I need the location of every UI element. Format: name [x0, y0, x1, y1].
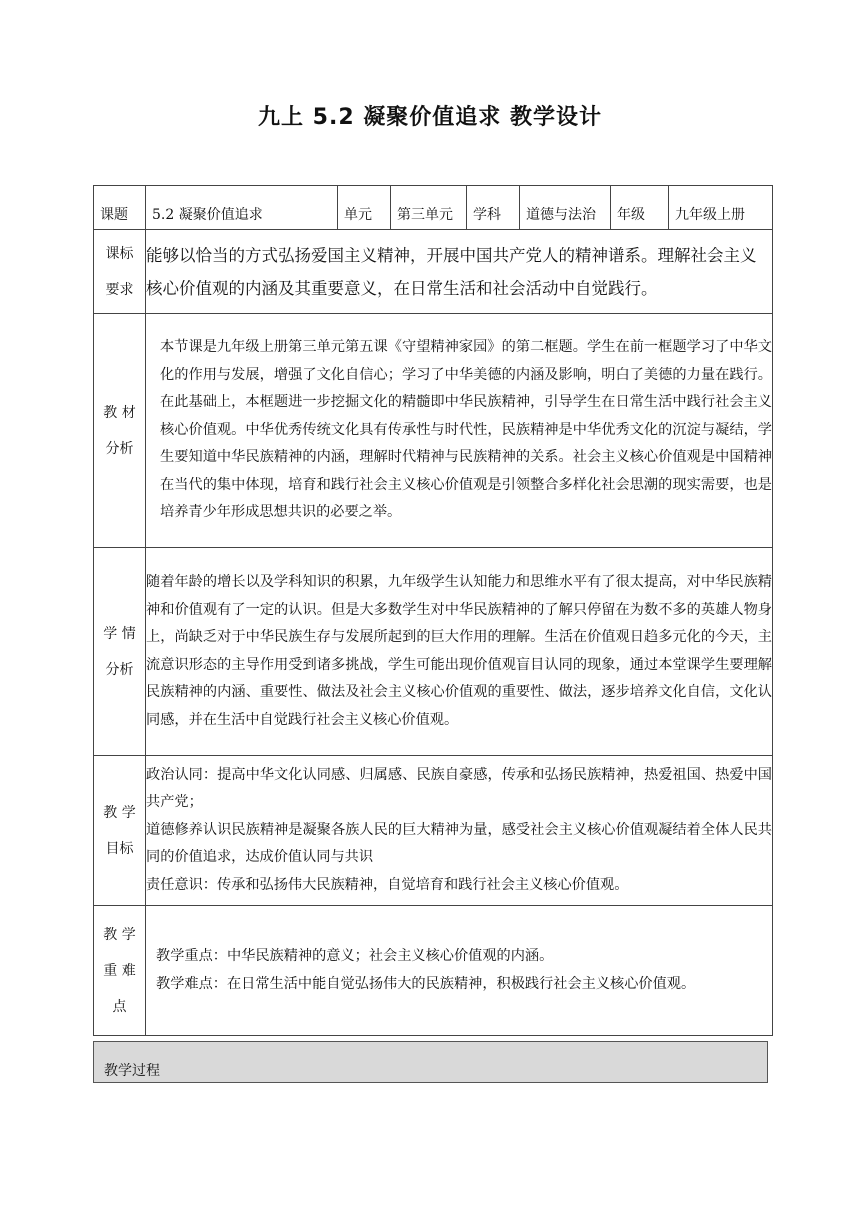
- teaching-difficulty: 教学难点：在日常生活中能自觉弘扬伟大的民族精神，积极践行社会主义核心价值观。: [156, 975, 696, 992]
- students-row: [94, 548, 773, 756]
- standards-label-line1: 课标: [105, 245, 134, 262]
- goals-label-line2: 目标: [105, 840, 134, 857]
- material-label: [94, 314, 146, 548]
- goals-row: [94, 756, 773, 906]
- header-row: [94, 186, 773, 230]
- teaching-process-label: 教学过程: [104, 1063, 160, 1079]
- unit-value: 第三单元: [391, 186, 467, 230]
- grade-label: 年级: [611, 186, 669, 230]
- teaching-process-section: [93, 1041, 768, 1083]
- keypoints-label: [94, 906, 146, 1036]
- material-row: [94, 314, 773, 548]
- students-label: [94, 548, 146, 756]
- keypoints-row: [94, 906, 773, 1036]
- keypoints-label-line1: 教 学: [103, 926, 136, 943]
- students-text: 随着年龄的增长以及学科知识的积累，九年级学生认知能力和思维水平有了很太提高，对中华民族精神和价值观有了一定的认识。但是大多数学生对中华民族精神的了解只停留在为数不多的英雄人物身上，尚缺乏对于中华民族生存与发展所起到的巨大作用的理解。生活在价值观日趋多元化的今天，主流意识形态的主导作用受到诸多挑战，学生可能出现价值观盲目认同的现象，通过本堂课学生要理解民族精神的内涵、重要性、做法及社会主义核心价值观的重要性、做法，逐步培养文化自信，文化认同感，并在生活中自觉践行社会主义核心价值观。: [146, 548, 773, 756]
- goals-label-line1: 教 学: [103, 804, 136, 821]
- subject-label: 学科: [467, 186, 520, 230]
- students-label-line2: 分析: [105, 661, 134, 678]
- material-text: 本节课是九年级上册第三单元第五课《守望精神家园》的第二框题。学生在前一框题学习了中华文化的作用与发展，增强了文化自信心；学习了中华美德的内涵及影响，明白了美德的力量在践行。在此基础上，本框题进一步挖掘文化的精髓即中华民族精神，引导学生在日常生活中践行社会主义核心价值观。中华优秀传统文化具有传承性与时代性，民族精神是中华优秀文化的沉淀与凝结，学生要知道中华民族精神的内涵，理解时代精神与民族精神的关系。社会主义核心价值观是中国精神在当代的集中体现，培育和践行社会主义核心价值观是引领整合多样化社会思潮的现实需要，也是培养青少年形成思想共识的必要之举。: [146, 314, 773, 548]
- material-label-line1: 教 材: [103, 404, 136, 421]
- teaching-focus: 教学重点：中华民族精神的意义；社会主义核心价值观的内涵。: [156, 948, 554, 964]
- goal-political: 政治认同：提高中华文化认同感、归属感、民族自豪感，传承和弘扬民族精神，热爱祖国、热爱中国共产党；: [146, 766, 772, 811]
- material-label-line2: 分析: [105, 440, 134, 457]
- standards-row: [94, 230, 773, 314]
- keypoints-label-line3: 点: [112, 998, 127, 1015]
- standards-label: [94, 230, 146, 314]
- goals-label: [94, 756, 146, 906]
- keypoints-label-line2: 重 难: [103, 962, 136, 979]
- course-label: 课题: [94, 186, 146, 230]
- standards-text: 能够以恰当的方式弘扬爱国主义精神，开展中国共产党人的精神谱系。理解社会主义核心价值观的内涵及其重要意义，在日常生活和社会活动中自觉践行。: [146, 230, 773, 314]
- standards-label-line2: 要求: [105, 281, 134, 298]
- students-label-line1: 学 情: [103, 625, 136, 642]
- lesson-plan-table: [93, 185, 773, 1036]
- goals-text: [146, 756, 773, 906]
- document-title: 九上 5.2 凝聚价值追求 教学设计: [258, 105, 602, 130]
- goal-moral: 道德修养认识民族精神是凝聚各族人民的巨大精神为量，感受社会主义核心价值观凝结着全体人民共同的价值追求，达成价值认同与共识: [146, 821, 772, 866]
- keypoints-text: [146, 906, 773, 1036]
- grade-value: 九年级上册: [669, 186, 773, 230]
- subject-value: 道德与法治: [520, 186, 611, 230]
- course-value: 5.2 凝聚价值追求: [146, 186, 338, 230]
- goal-responsibility: 责任意识：传承和弘扬伟大民族精神，自觉培育和践行社会主义核心价值观。: [146, 876, 629, 893]
- unit-label: 单元: [338, 186, 391, 230]
